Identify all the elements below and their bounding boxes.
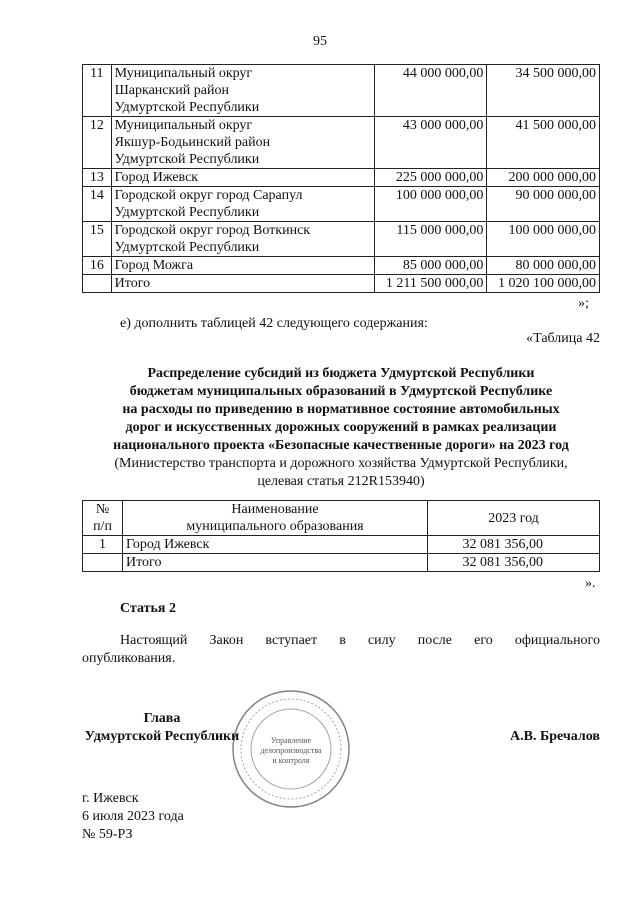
table42-subheading: [82, 455, 600, 491]
footer-date: 6 июля 2023 года: [82, 809, 184, 824]
row-num: 16: [83, 257, 112, 275]
stamp-text-line: делопроизводства: [260, 746, 322, 755]
row-name-line: Муниципальный округ: [114, 66, 253, 81]
header-name-line: муниципального образования: [186, 519, 364, 534]
header-name-line: Наименование: [231, 502, 319, 517]
table-42: [82, 500, 600, 572]
row-name-line: Удмуртской Республики: [114, 205, 260, 220]
heading-line: Распределение субсидий из бюджета Удмуртской Республики: [147, 366, 535, 381]
row-value-2: 200 000 000,00: [487, 169, 600, 187]
closing-quote-2: ».: [585, 576, 596, 591]
table-header-row: [83, 501, 600, 536]
table-row: [83, 117, 600, 169]
row-num: 12: [83, 117, 112, 169]
subheading-line: (Министерство транспорта и дорожного хозяйства Удмуртской Республики,: [114, 456, 568, 471]
signature-title-line2: Удмуртской Республики: [84, 729, 240, 744]
row-value: 32 081 356,00: [428, 536, 600, 554]
article-word: Настоящий: [120, 633, 188, 648]
closing-quote-1: »;: [578, 296, 589, 311]
header-year: 2023 год: [428, 501, 600, 536]
table-row: [83, 187, 600, 222]
row-name: [111, 117, 374, 169]
row-num: 11: [83, 65, 112, 117]
row-name-line: Удмуртской Республики: [114, 152, 260, 167]
article-word: силу: [367, 633, 396, 648]
row-value-2: 1 020 100 000,00: [487, 275, 600, 293]
article-word: его: [474, 633, 493, 648]
row-name: [111, 222, 374, 257]
row-name: [111, 187, 374, 222]
row-name: Итого: [123, 554, 428, 572]
table42-label: «Таблица 42: [526, 331, 600, 346]
page-number: 95: [313, 34, 327, 49]
official-seal-stamp: [230, 688, 352, 810]
row-value-1: 43 000 000,00: [374, 117, 487, 169]
row-num: 15: [83, 222, 112, 257]
row-name: [111, 275, 374, 293]
signature-title-line1: Глава: [143, 711, 181, 726]
stamp-text-line: Управление: [270, 736, 312, 745]
article-word: официального: [514, 633, 600, 648]
row-name-line: Удмуртской Республики: [114, 240, 260, 255]
item-e-text: е) дополнить таблицей 42 следующего содержания:: [120, 316, 428, 331]
row-value-1: 115 000 000,00: [374, 222, 487, 257]
table-row: [83, 275, 600, 293]
row-name-line: Городской округ город Сарапул: [114, 188, 303, 203]
header-num-line: п/п: [93, 519, 112, 534]
header-num-line: №: [95, 502, 110, 517]
article-text-line2: опубликования.: [82, 651, 176, 666]
row-name-line: Город Ижевск: [114, 170, 199, 185]
row-num: [83, 275, 112, 293]
table-row: [83, 554, 600, 572]
heading-line: на расходы по приведению в нормативное состояние автомобильных: [122, 402, 560, 417]
row-name: [111, 169, 374, 187]
row-num: 1: [83, 536, 123, 554]
row-name-line: Итого: [114, 276, 151, 291]
row-name-line: Шарканский район: [114, 83, 229, 98]
article-word: после: [417, 633, 453, 648]
heading-line: бюджетам муниципальных образований в Удмуртской Республике: [129, 384, 553, 399]
row-name: [111, 65, 374, 117]
row-value-1: 100 000 000,00: [374, 187, 487, 222]
row-value-1: 85 000 000,00: [374, 257, 487, 275]
table-row: [83, 257, 600, 275]
row-value-1: 44 000 000,00: [374, 65, 487, 117]
row-value-2: 100 000 000,00: [487, 222, 600, 257]
subsidy-table-continued: [82, 64, 600, 293]
table-row: [83, 222, 600, 257]
row-name-line: Якшур-Бодьинский район: [114, 135, 271, 150]
footer-block: [82, 790, 184, 844]
row-name: Город Ижевск: [123, 536, 428, 554]
header-num: [83, 501, 123, 536]
table-row: [83, 536, 600, 554]
heading-line: дорог и искусственных дорожных сооружений в рамках реализации: [125, 420, 557, 435]
header-name: [123, 501, 428, 536]
row-value-2: 34 500 000,00: [487, 65, 600, 117]
row-num: [83, 554, 123, 572]
row-num: 14: [83, 187, 112, 222]
row-value-1: 225 000 000,00: [374, 169, 487, 187]
article-word: в: [339, 633, 346, 648]
table42-heading: [82, 365, 600, 455]
table-row: [83, 65, 600, 117]
table-row: [83, 169, 600, 187]
row-value-2: 90 000 000,00: [487, 187, 600, 222]
row-value: 32 081 356,00: [428, 554, 600, 572]
article-word: вступает: [265, 633, 318, 648]
row-name-line: Удмуртской Республики: [114, 100, 260, 115]
row-value-2: 80 000 000,00: [487, 257, 600, 275]
row-name-line: Город Можга: [114, 258, 194, 273]
heading-line: национального проекта «Безопасные качественные дороги» на 2023 год: [113, 438, 569, 453]
row-num: 13: [83, 169, 112, 187]
article-title: Статья 2: [120, 601, 176, 616]
signature-title: [82, 710, 242, 746]
signature-name: А.В. Бречалов: [510, 729, 600, 744]
row-value-2: 41 500 000,00: [487, 117, 600, 169]
row-name: [111, 257, 374, 275]
subheading-line: целевая статья 212R153940): [257, 474, 425, 489]
footer-city: г. Ижевск: [82, 791, 139, 806]
row-name-line: Городской округ город Воткинск: [114, 223, 311, 238]
article-word: Закон: [209, 633, 244, 648]
footer-number: № 59-РЗ: [82, 827, 133, 842]
stamp-text-line: и контроля: [272, 756, 310, 765]
article-text-line1: [120, 632, 600, 650]
row-value-1: 1 211 500 000,00: [374, 275, 487, 293]
row-name-line: Муниципальный округ: [114, 118, 253, 133]
